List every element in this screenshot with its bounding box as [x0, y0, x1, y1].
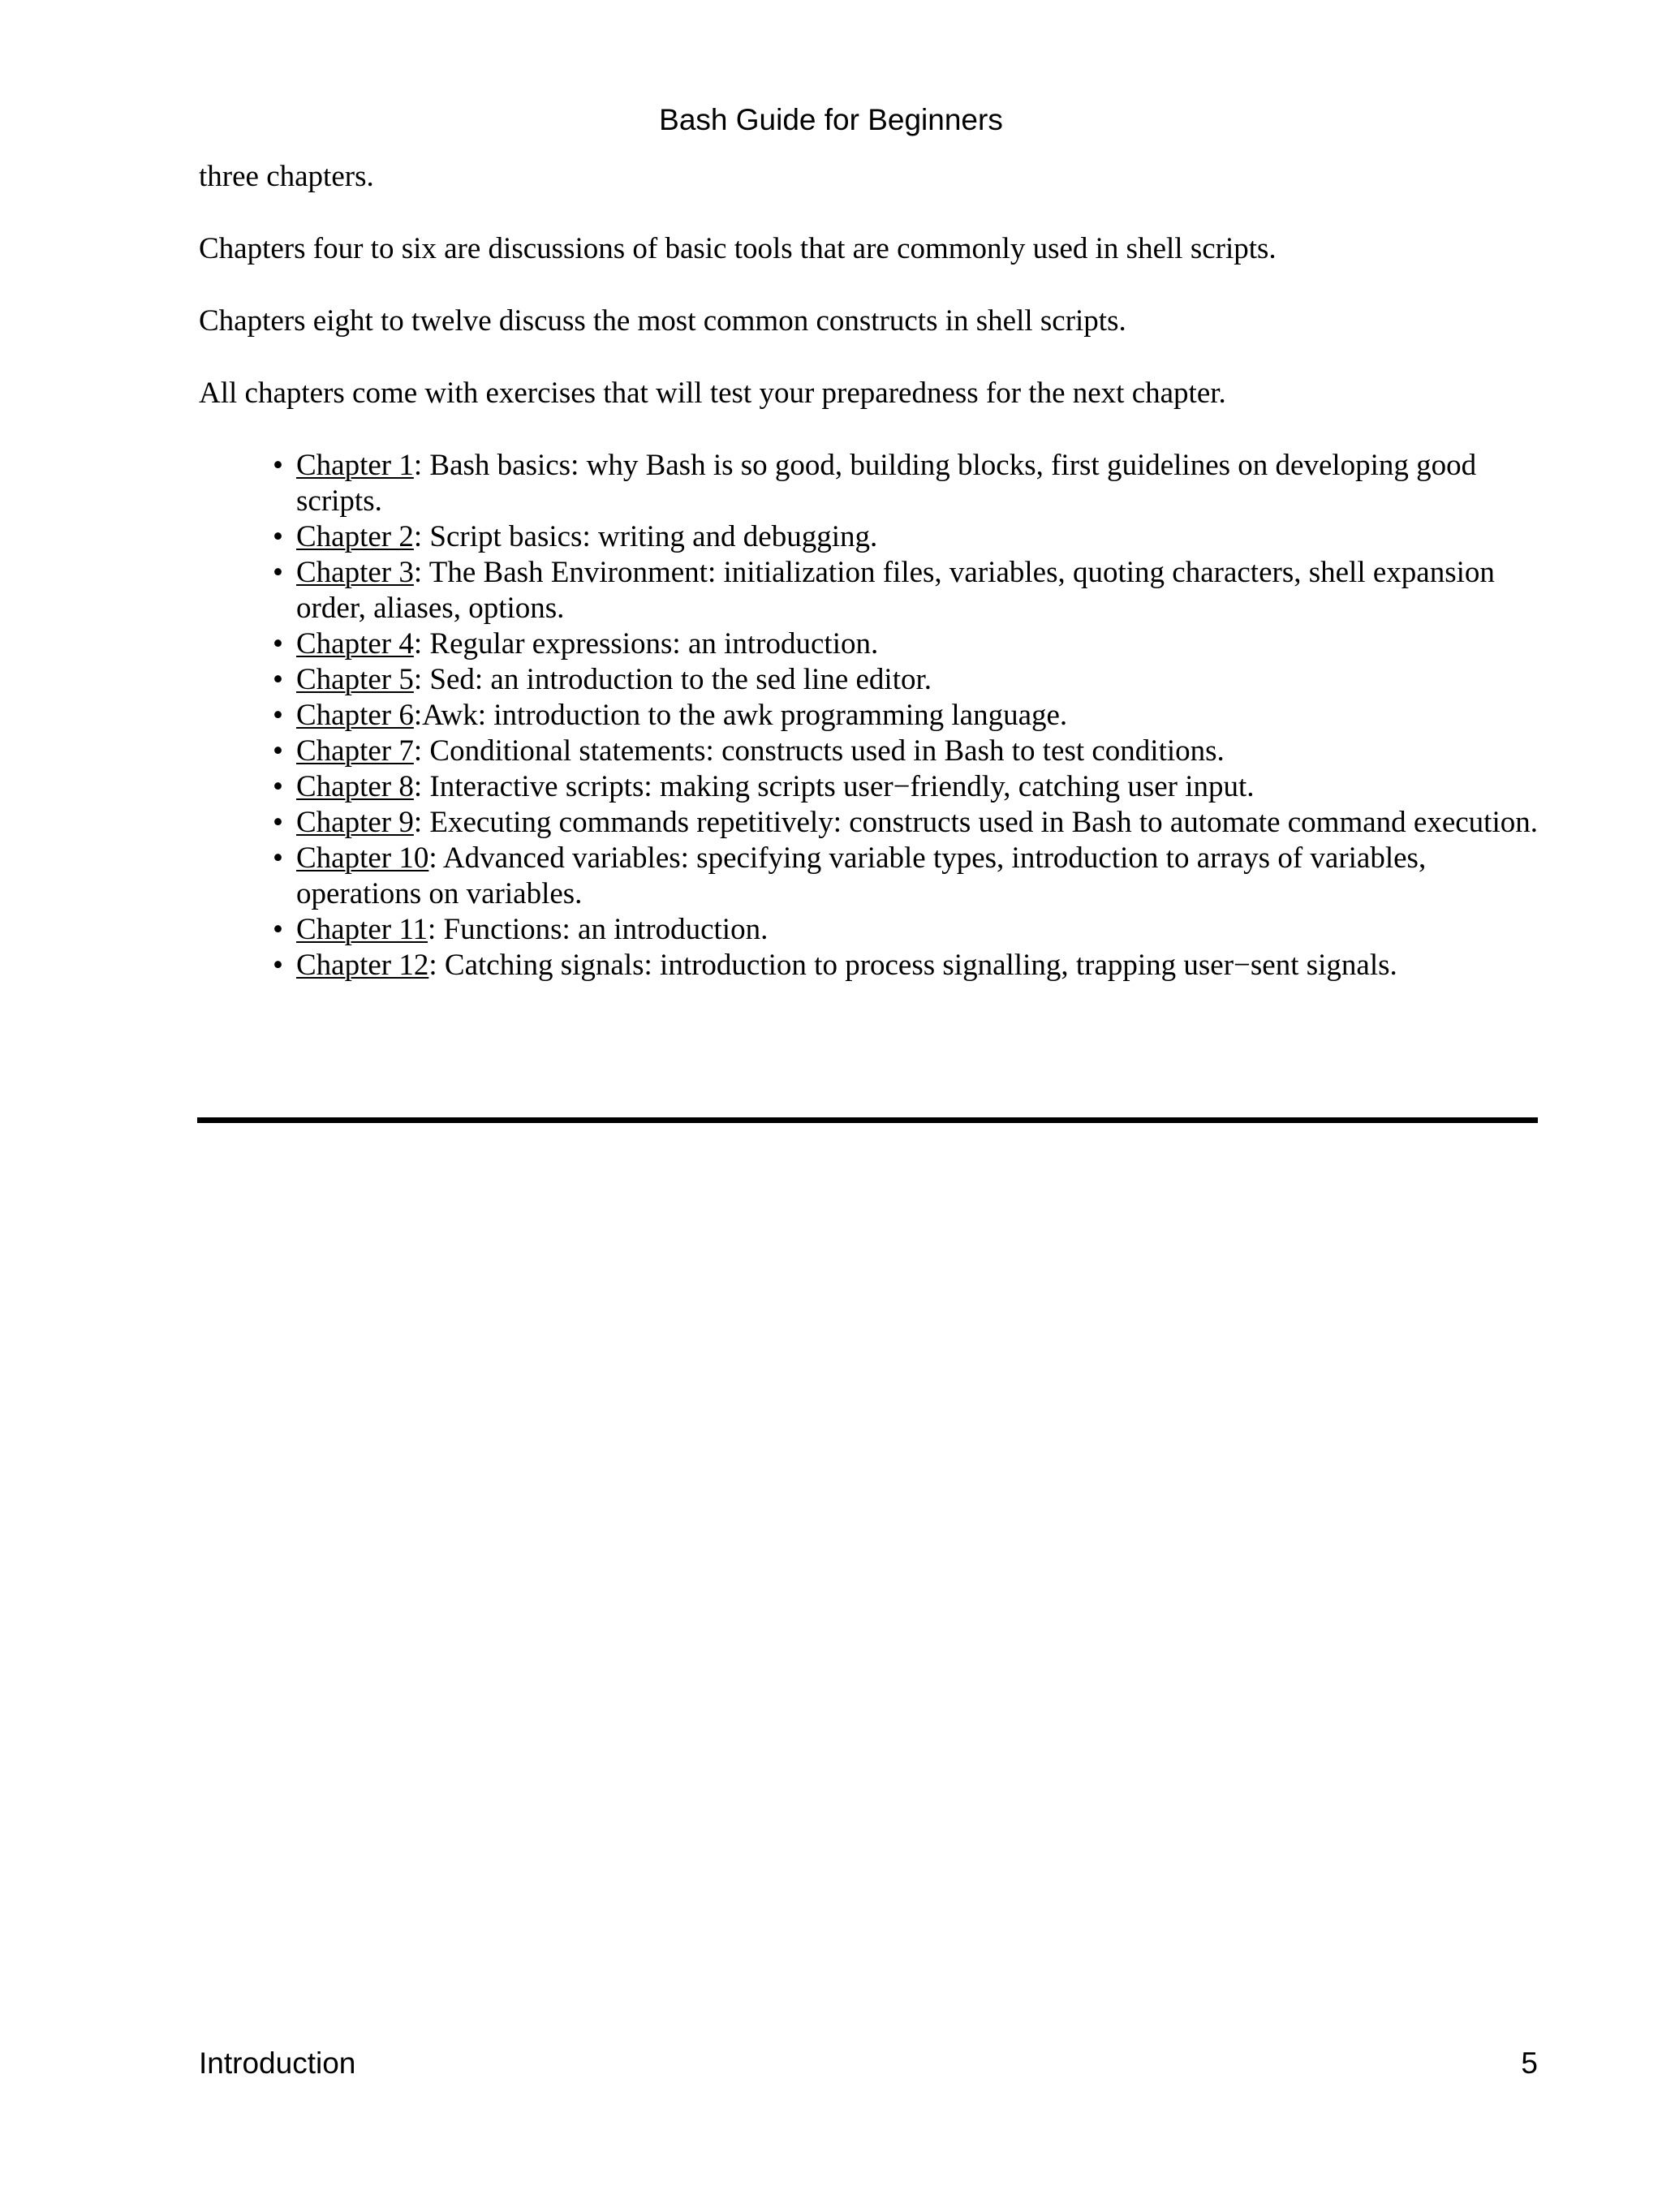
bullet-icon: •: [273, 806, 283, 839]
chapter-list-item: [273, 626, 1538, 662]
chapter-list-item: [273, 948, 1538, 983]
bullet-icon: •: [273, 949, 283, 982]
bullet-icon: •: [273, 841, 283, 875]
chapter-description: : Functions: an introduction.: [428, 913, 769, 946]
chapter-list-item: [273, 912, 1538, 948]
chapter-3-link[interactable]: Chapter 3: [296, 556, 414, 589]
chapter-description: : Catching signals: introduction to process signalling, trapping user−sent signals.: [428, 949, 1397, 982]
paragraph-2: Chapters four to six are discussions of basic tools that are commonly used in shell scripts.: [199, 232, 1277, 265]
chapter-list-item: [273, 448, 1538, 519]
chapter-2-link[interactable]: Chapter 2: [296, 520, 414, 553]
chapter-list: [199, 448, 1538, 983]
chapter-list-item: [273, 734, 1538, 769]
chapter-list-item: [273, 769, 1538, 805]
chapter-11-link[interactable]: Chapter 11: [296, 913, 428, 946]
chapter-list-item: [273, 841, 1538, 912]
page-header-title: Bash Guide for Beginners: [659, 103, 1003, 136]
document-body: [199, 159, 1538, 983]
chapter-list-item: [273, 555, 1538, 626]
bullet-icon: •: [273, 556, 283, 589]
chapter-description: : Sed: an introduction to the sed line editor.: [413, 663, 932, 696]
chapter-list-item: [273, 698, 1538, 734]
horizontal-rule: [197, 1117, 1538, 1123]
chapter-description: : Advanced variables: specifying variable types, introduction to arrays of variables, operations on variables.: [296, 841, 1427, 910]
chapter-6-link[interactable]: Chapter 6: [296, 699, 414, 732]
chapter-description: : Bash basics: why Bash is so good, building blocks, first guidelines on developing good scripts.: [296, 449, 1477, 518]
paragraph-1: three chapters.: [199, 160, 374, 193]
bullet-icon: •: [273, 770, 283, 803]
paragraph-3: Chapters eight to twelve discuss the most common constructs in shell scripts.: [199, 304, 1126, 338]
bullet-icon: •: [273, 699, 283, 732]
chapter-8-link[interactable]: Chapter 8: [296, 770, 414, 803]
bullet-icon: •: [273, 913, 283, 946]
chapter-description: : Executing commands repetitively: constructs used in Bash to automate command execution.: [413, 806, 1538, 839]
bullet-icon: •: [273, 663, 283, 696]
chapter-description: : Regular expressions: an introduction.: [413, 627, 879, 661]
bullet-icon: •: [273, 449, 283, 482]
chapter-description: : Interactive scripts: making scripts user−friendly, catching user input.: [413, 770, 1255, 803]
chapter-10-link[interactable]: Chapter 10: [296, 841, 429, 875]
chapter-description: : The Bash Environment: initialization files, variables, quoting characters, shell expansion order, aliases, options.: [296, 556, 1495, 625]
footer-section-name: Introduction: [199, 2046, 356, 2080]
chapter-4-link[interactable]: Chapter 4: [296, 627, 414, 661]
chapter-description: : Script basics: writing and debugging.: [413, 520, 878, 553]
chapter-list-item: [273, 805, 1538, 841]
paragraph-4: All chapters come with exercises that will test your preparedness for the next chapter.: [199, 377, 1226, 410]
chapter-12-link[interactable]: Chapter 12: [296, 949, 429, 982]
chapter-description: :Awk: introduction to the awk programming language.: [413, 699, 1068, 732]
bullet-icon: •: [273, 520, 283, 553]
chapter-1-link[interactable]: Chapter 1: [296, 449, 414, 482]
chapter-list-item: [273, 519, 1538, 555]
chapter-description: : Conditional statements: constructs used in Bash to test conditions.: [413, 734, 1225, 768]
footer-page-number: 5: [1521, 2046, 1538, 2080]
bullet-icon: •: [273, 627, 283, 661]
chapter-5-link[interactable]: Chapter 5: [296, 663, 414, 696]
chapter-9-link[interactable]: Chapter 9: [296, 806, 414, 839]
chapter-list-item: [273, 662, 1538, 698]
bullet-icon: •: [273, 734, 283, 768]
chapter-7-link[interactable]: Chapter 7: [296, 734, 414, 768]
